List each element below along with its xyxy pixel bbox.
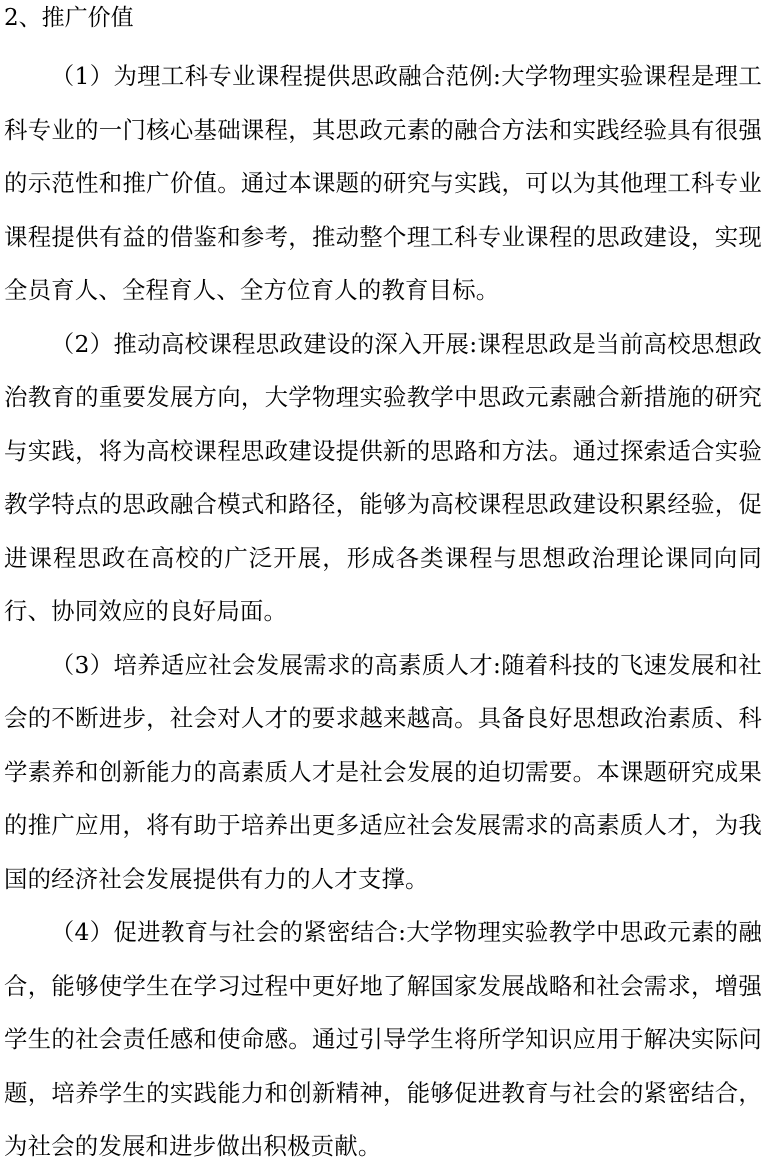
document-page (4, 0, 762, 1174)
paragraph-4: （4）促进教育与社会的紧密结合:大学物理实验教学中思政元素的融合，能够使学生在学习过程中更好地了解国家发展战略和社会需求，增强学生的社会责任感和使命感。通过引导学生将所学知识应用于解决实际问题，培养学生的实践能力和创新精神，能够促进教育与社会的紧密结合，为社会的发展和进步做出积极贡献。 (4, 918, 762, 1160)
paragraph-3: （3）培养适应社会发展需求的高素质人才:随着科技的飞速发展和社会的不断进步，社会对人才的要求越来越高。具备良好思想政治素质、科学素养和创新能力的高素质人才是社会发展的迫切需要。本课题研究成果的推广应用，将有助于培养出更多适应社会发展需求的高素质人才，为我国的经济社会发展提供有力的人才支撑。 (4, 650, 762, 893)
paragraph-1: （1）为理工科专业课程提供思政融合范例:大学物理实验课程是理工科专业的一门核心基础课程，其思政元素的融合方法和实践经验具有很强的示范性和推广价值。通过本课题的研究与实践，可以为其他理工科专业课程提供有益的借鉴和参考，推动整个理工科专业课程的思政建设，实现全员育人、全程育人、全方位育人的教育目标。 (4, 62, 762, 304)
section-heading: 2、推广价值 (4, 5, 134, 31)
paragraph-2: （2）推动高校课程思政建设的深入开展:课程思政是当前高校思想政治教育的重要发展方向，大学物理实验教学中思政元素融合新措施的研究与实践，将为高校课程思政建设提供新的思路和方法。通过探索适合实验教学特点的思政融合模式和路径，能够为高校课程思政建设积累经验，促进课程思政在高校的广泛开展，形成各类课程与思想政治理论课同向同行、协同效应的良好局面。 (4, 329, 762, 625)
